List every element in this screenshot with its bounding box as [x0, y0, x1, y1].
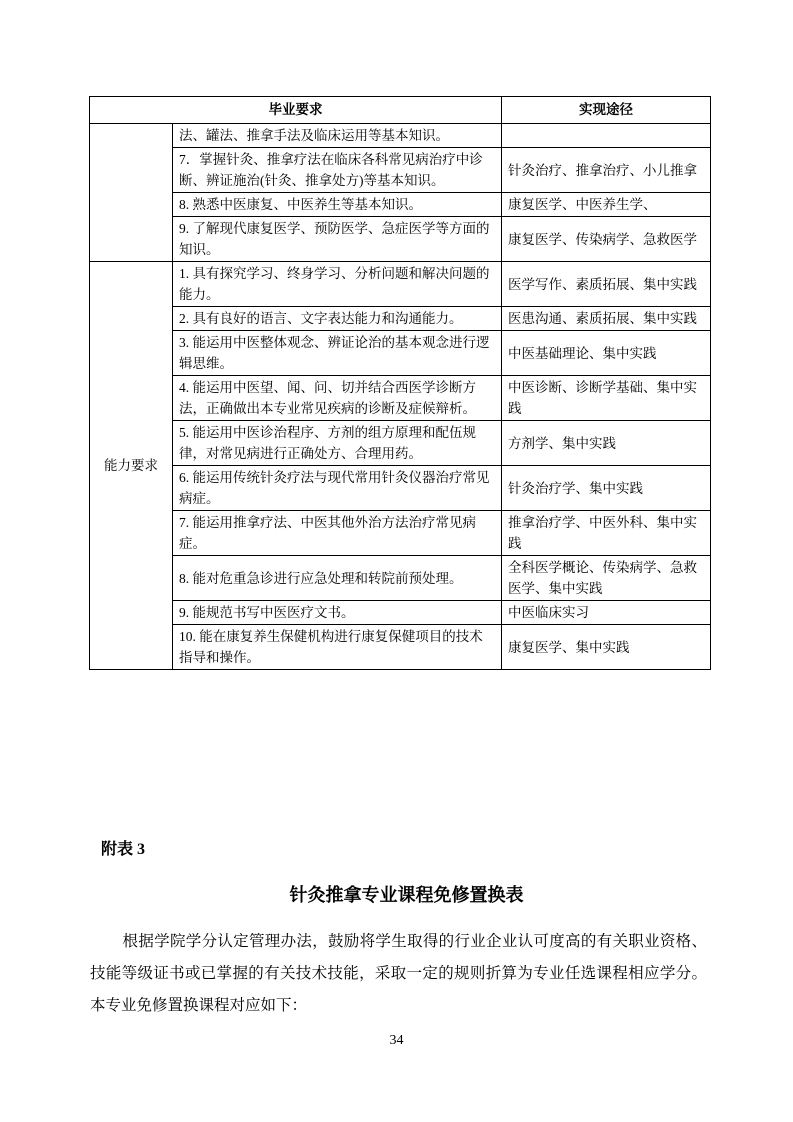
table-row [90, 466, 711, 511]
page-number: 34 [389, 1033, 404, 1048]
requirement-cell: 9. 能规范书写中医医疗文书。 [173, 601, 502, 625]
table-row [90, 331, 711, 376]
table-row [90, 148, 711, 193]
path-cell: 康复医学、中医养生学、 [502, 193, 711, 217]
requirement-cell: 2. 具有良好的语言、文字表达能力和沟通能力。 [173, 307, 502, 331]
requirement-cell: 5. 能运用中医诊治程序、方剂的组方原理和配伍规律，对常见病进行正确处方、合理用药。 [173, 421, 502, 466]
path-cell: 方剂学、集中实践 [502, 421, 711, 466]
header-requirement: 毕业要求 [90, 97, 502, 124]
requirement-cell: 9. 了解现代康复医学、预防医学、急症医学等方面的知识。 [173, 217, 502, 262]
path-cell: 医学写作、素质拓展、集中实践 [502, 262, 711, 307]
requirement-cell: 7. 能运用推拿疗法、中医其他外治方法治疗常见病症。 [173, 511, 502, 556]
category-cell-ability: 能力要求 [90, 262, 173, 670]
path-cell: 康复医学、集中实践 [502, 625, 711, 670]
table-row [90, 421, 711, 466]
table-row [90, 625, 711, 670]
table-row [90, 376, 711, 421]
table-row [90, 193, 711, 217]
table-row [90, 307, 711, 331]
path-cell: 中医基础理论、集中实践 [502, 331, 711, 376]
requirement-cell: 法、罐法、推拿手法及临床运用等基本知识。 [173, 124, 502, 148]
path-cell: 推拿治疗学、中医外科、集中实践 [502, 511, 711, 556]
requirement-cell: 8. 熟悉中医康复、中医养生等基本知识。 [173, 193, 502, 217]
path-cell [502, 124, 711, 148]
requirements-table [89, 96, 711, 670]
table-row [90, 601, 711, 625]
requirement-cell: 7．掌握针灸、推拿疗法在临床各科常见病治疗中诊断、辨证施治(针灸、推拿处方)等基本知识。 [173, 148, 502, 193]
path-cell: 中医临床实习 [502, 601, 711, 625]
header-path: 实现途径 [502, 97, 711, 124]
table-row [90, 217, 711, 262]
table-row [90, 124, 711, 148]
requirement-cell: 4. 能运用中医望、闻、问、切并结合西医学诊断方法，正确做出本专业常见疾病的诊断及症候辩析。 [173, 376, 502, 421]
appendix-paragraph: 根据学院学分认定管理办法，鼓励将学生取得的行业企业认可度高的有关职业资格、技能等级证书或已掌握的有关技术技能，采取一定的规则折算为专业任选课程相应学分。本专业免修置换课程对应如下： [90, 933, 707, 1014]
path-cell: 中医诊断、诊断学基础、集中实践 [502, 376, 711, 421]
path-cell: 针灸治疗、推拿治疗、小儿推拿 [502, 148, 711, 193]
requirement-cell: 8. 能对危重急诊进行应急处理和转院前预处理。 [173, 556, 502, 601]
requirement-cell: 6. 能运用传统针灸疗法与现代常用针灸仪器治疗常见病症。 [173, 466, 502, 511]
appendix-title: 针灸推拿专业课程免修置换表 [289, 885, 524, 905]
category-cell-empty [90, 124, 173, 262]
requirement-cell: 10. 能在康复养生保健机构进行康复保健项目的技术指导和操作。 [173, 625, 502, 670]
requirement-cell: 3. 能运用中医整体观念、辨证论治的基本观念进行逻辑思维。 [173, 331, 502, 376]
requirement-cell: 1. 具有探究学习、终身学习、分析问题和解决问题的能力。 [173, 262, 502, 307]
path-cell: 医患沟通、素质拓展、集中实践 [502, 307, 711, 331]
path-cell: 针灸治疗学、集中实践 [502, 466, 711, 511]
appendix-label: 附表 3 [101, 841, 146, 858]
table-row [90, 262, 711, 307]
table-row [90, 556, 711, 601]
path-cell: 全科医学概论、传染病学、急救医学、集中实践 [502, 556, 711, 601]
table-header-row [90, 97, 711, 124]
path-cell: 康复医学、传染病学、急救医学 [502, 217, 711, 262]
table-row [90, 511, 711, 556]
